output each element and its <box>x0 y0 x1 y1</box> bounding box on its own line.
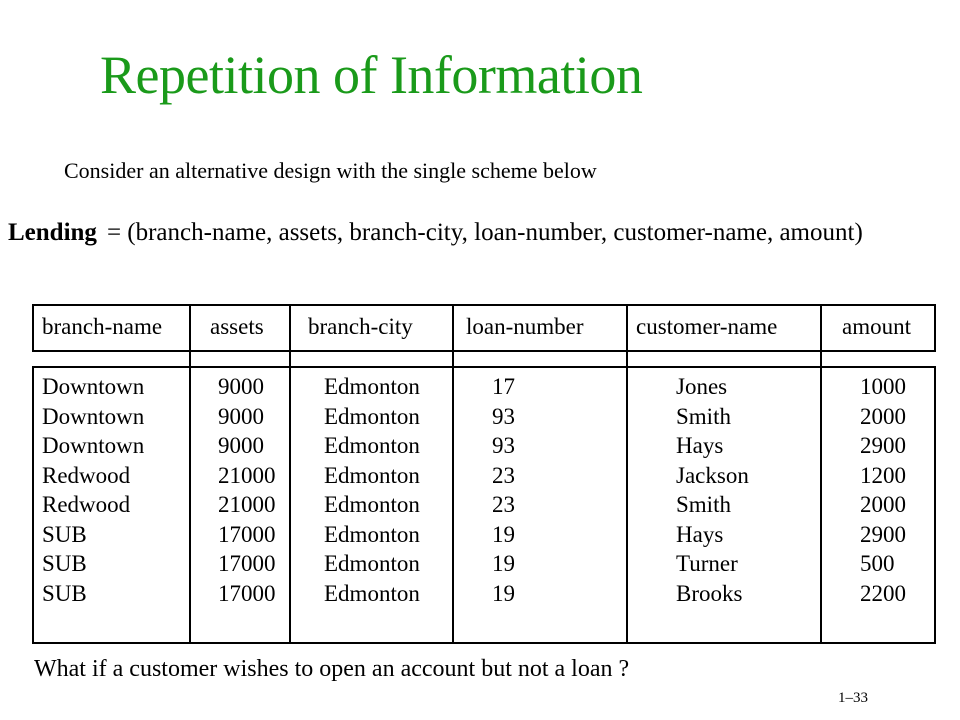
column-divider <box>452 304 454 642</box>
relation-attributes: = (branch-name, assets, branch-city, loan-number, customer-name, amount) <box>106 219 863 246</box>
cell-assets: 21000 <box>218 492 276 517</box>
cell-branch-name: SUB <box>42 551 87 576</box>
column-divider <box>189 304 191 642</box>
slide-title: Repetition of Information <box>100 45 643 105</box>
cell-branch-city: Edmonton <box>324 551 420 576</box>
column-divider <box>820 304 822 642</box>
cell-branch-name: Downtown <box>42 403 145 429</box>
cell-branch-name: Redwood <box>42 492 131 517</box>
cell-customer-name: Hays <box>676 433 724 458</box>
header-branch-city: branch-city <box>308 314 413 339</box>
cell-amount: 500 <box>860 551 895 576</box>
header-assets: assets <box>210 314 264 339</box>
intro-text: Consider an alternative design with the single scheme below <box>64 158 597 183</box>
table-body-box <box>32 366 936 644</box>
cell-assets: 17000 <box>218 580 276 606</box>
cell-branch-city: Edmonton <box>324 462 420 488</box>
cell-amount: 2900 <box>860 521 906 547</box>
cell-branch-city: Edmonton <box>324 433 420 458</box>
question-text: What if a customer wishes to open an account but not a loan ? <box>34 656 630 682</box>
cell-assets: 21000 <box>218 462 276 488</box>
cell-customer-name: Jackson <box>676 462 749 488</box>
cell-branch-city: Edmonton <box>324 521 420 547</box>
column-divider <box>626 304 628 642</box>
cell-amount: 2000 <box>860 403 906 429</box>
cell-customer-name: Smith <box>676 492 731 517</box>
relation-name: Lending <box>8 219 97 246</box>
cell-customer-name: Smith <box>676 403 731 429</box>
cell-assets: 17000 <box>218 521 276 547</box>
cell-amount: 2900 <box>860 433 906 458</box>
cell-branch-city: Edmonton <box>324 403 420 429</box>
header-customer-name: customer-name <box>636 314 778 339</box>
cell-branch-name: SUB <box>42 521 87 547</box>
cell-amount: 2200 <box>860 580 906 606</box>
cell-loan-number: 93 <box>492 403 515 429</box>
cell-assets: 9000 <box>218 433 264 458</box>
cell-loan-number: 19 <box>492 580 515 606</box>
cell-branch-name: SUB <box>42 580 87 606</box>
cell-amount: 1000 <box>860 374 906 399</box>
lending-table <box>32 304 934 642</box>
cell-branch-name: Downtown <box>42 433 145 458</box>
header-loan-number: loan-number <box>466 314 584 339</box>
cell-amount: 2000 <box>860 492 906 517</box>
slide-number: 1–33 <box>838 690 868 706</box>
cell-assets: 9000 <box>218 403 264 429</box>
cell-loan-number: 23 <box>492 492 515 517</box>
cell-loan-number: 19 <box>492 521 515 547</box>
cell-loan-number: 19 <box>492 551 515 576</box>
column-divider <box>289 304 291 642</box>
cell-branch-name: Redwood <box>42 462 131 488</box>
cell-loan-number: 93 <box>492 433 515 458</box>
cell-customer-name: Turner <box>676 551 738 576</box>
cell-customer-name: Brooks <box>676 580 743 606</box>
cell-assets: 17000 <box>218 551 276 576</box>
cell-customer-name: Jones <box>676 374 728 399</box>
cell-branch-city: Edmonton <box>324 374 420 399</box>
cell-loan-number: 23 <box>492 462 515 488</box>
cell-branch-name: Downtown <box>42 374 145 399</box>
cell-assets: 9000 <box>218 374 264 399</box>
header-amount: amount <box>842 314 911 339</box>
header-branch-name: branch-name <box>42 314 163 339</box>
cell-branch-city: Edmonton <box>324 492 420 517</box>
cell-branch-city: Edmonton <box>324 580 420 606</box>
cell-customer-name: Hays <box>676 521 724 547</box>
cell-amount: 1200 <box>860 462 906 488</box>
schema-definition <box>8 219 863 247</box>
cell-loan-number: 17 <box>492 374 515 399</box>
